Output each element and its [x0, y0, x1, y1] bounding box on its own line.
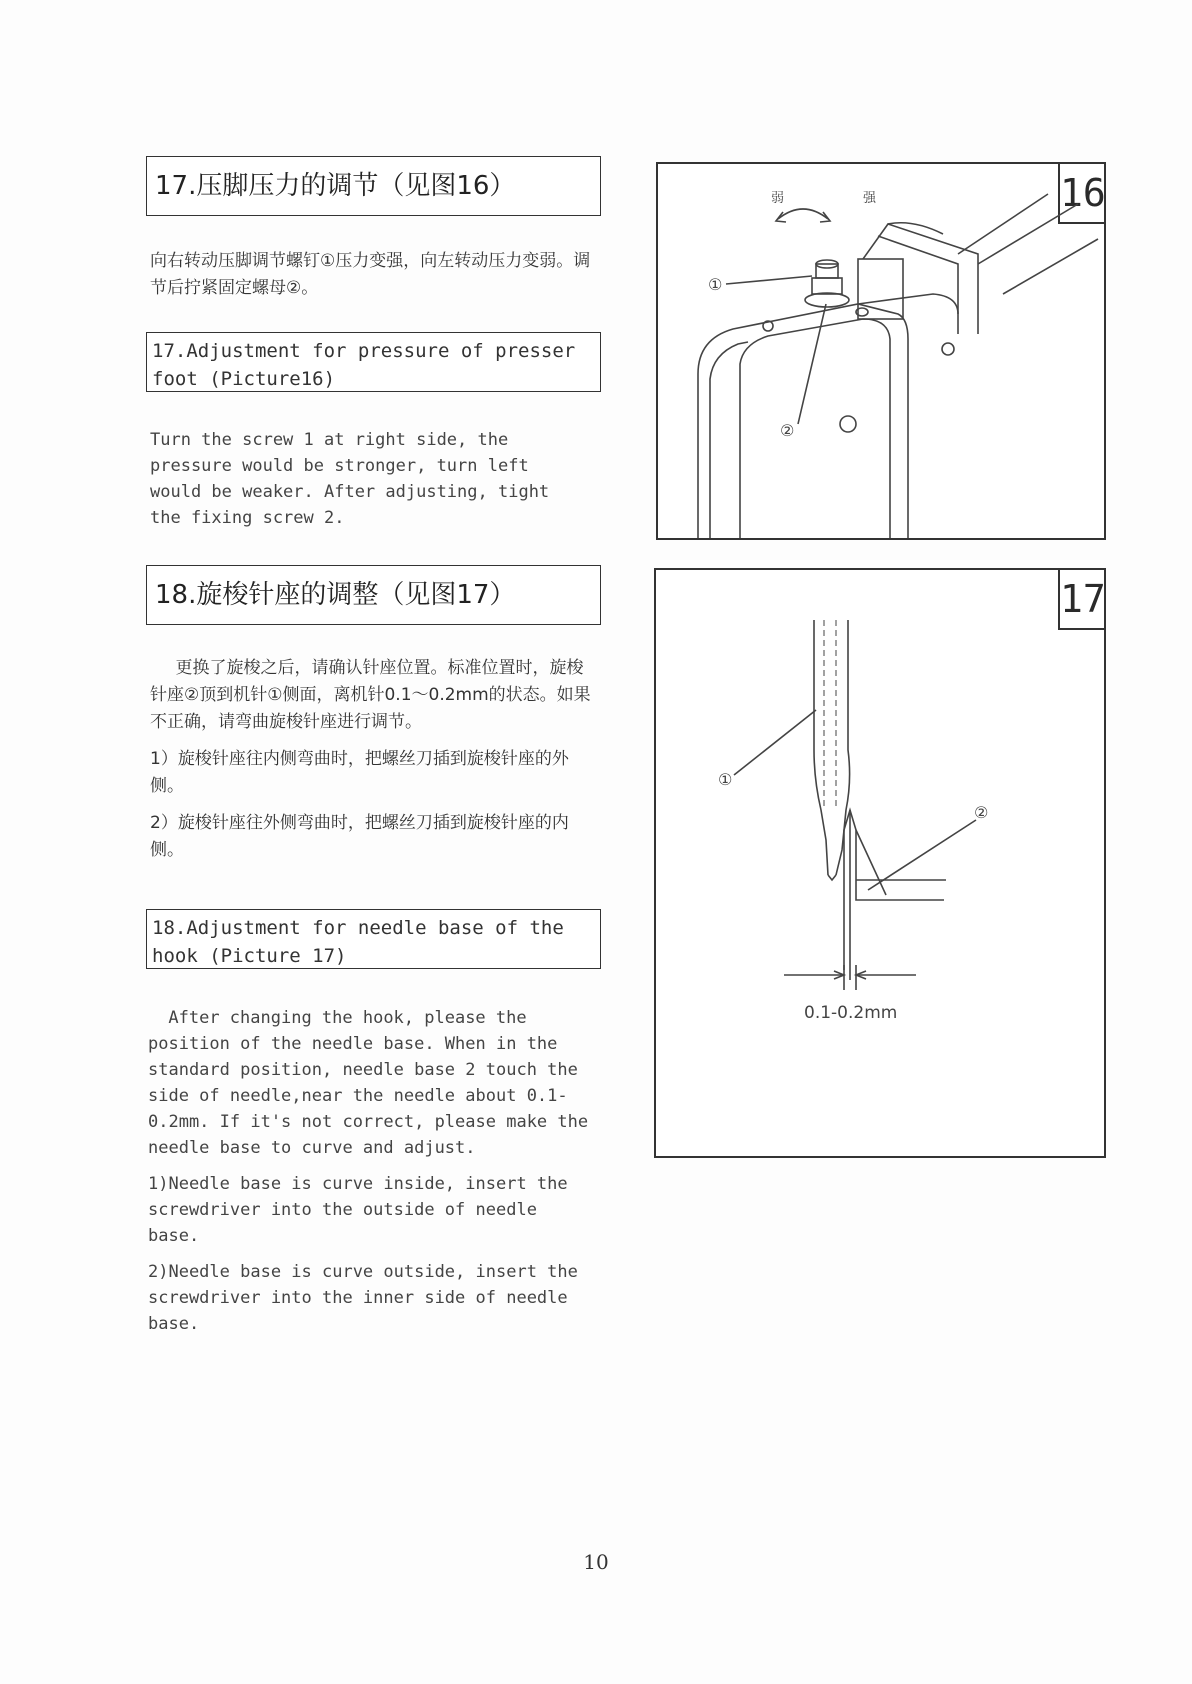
section-18-en-paragraph: After changing the hook, please the position of the needle base. When in the standard position, needle base 2 touch the side of needle,near the needle about 0.1-0.2mm. If it's not correct, please make the needle base to curve and adjust.: [148, 1008, 589, 1158]
figure-17-callout-1: ①: [718, 770, 733, 789]
section-17-en-title: 17.Adjustment for pressure of presser foot (Picture16): [152, 340, 576, 390]
figure-17-illustration: [656, 570, 1104, 1156]
section-18-en-title-box: [146, 909, 601, 969]
section-17-en-title-box: [146, 332, 601, 392]
section-17-en-paragraph: Turn the screw 1 at right side, the pressure would be stronger, turn left would be weaker. After adjusting, tight the fixing screw 2.: [150, 430, 550, 528]
section-18-cn-item-1: 1）旋梭针座往内侧弯曲时，把螺丝刀插到旋梭针座的外侧。: [150, 749, 569, 796]
section-18-cn-body: [150, 655, 595, 874]
figure-16-weak-label: 弱: [771, 191, 785, 206]
page-number: 10: [583, 1550, 609, 1574]
section-17-cn-title: 17.压脚压力的调节（见图16）: [155, 171, 516, 201]
section-18-en-body: [148, 1005, 593, 1347]
figure-17-dimension: 0.1-0.2mm: [804, 1003, 898, 1023]
figure-17: [654, 568, 1106, 1158]
figure-16-number: 16: [1058, 162, 1106, 224]
figure-16: [656, 162, 1106, 540]
section-18-cn-item-2: 2）旋梭针座往外侧弯曲时，把螺丝刀插到旋梭针座的内侧。: [150, 813, 569, 860]
section-18-cn-title: 18.旋梭针座的调整（见图17）: [155, 580, 516, 610]
figure-16-illustration: [658, 164, 1104, 538]
figure-16-callout-2: ②: [780, 421, 795, 440]
figure-16-strong-label: 强: [863, 191, 877, 206]
section-17-cn-body: [150, 248, 595, 312]
section-17-en-body: [150, 427, 570, 541]
figure-17-callout-2: ②: [974, 803, 989, 822]
section-18-en-title: 18.Adjustment for needle base of the hook (Picture 17): [152, 917, 564, 967]
section-18-cn-title-box: [146, 565, 601, 625]
figure-17-number: 17: [1058, 568, 1106, 630]
section-17-cn-title-box: [146, 156, 601, 216]
section-18-en-item-1: 1)Needle base is curve inside, insert the screwdriver into the outside of needle base.: [148, 1174, 568, 1246]
section-18-cn-paragraph: 更换了旋梭之后，请确认针座位置。标准位置时，旋梭针座②顶到机针①侧面，离机针0.1～0.2mm的状态。如果不正确，请弯曲旋梭针座进行调节。: [150, 658, 591, 732]
figure-16-callout-1: ①: [708, 275, 723, 294]
section-17-cn-paragraph: 向右转动压脚调节螺钉①压力变强，向左转动压力变弱。调节后拧紧固定螺母②。: [150, 251, 591, 298]
section-18-en-item-2: 2)Needle base is curve outside, insert the screwdriver into the inner side of needle base.: [148, 1262, 578, 1334]
